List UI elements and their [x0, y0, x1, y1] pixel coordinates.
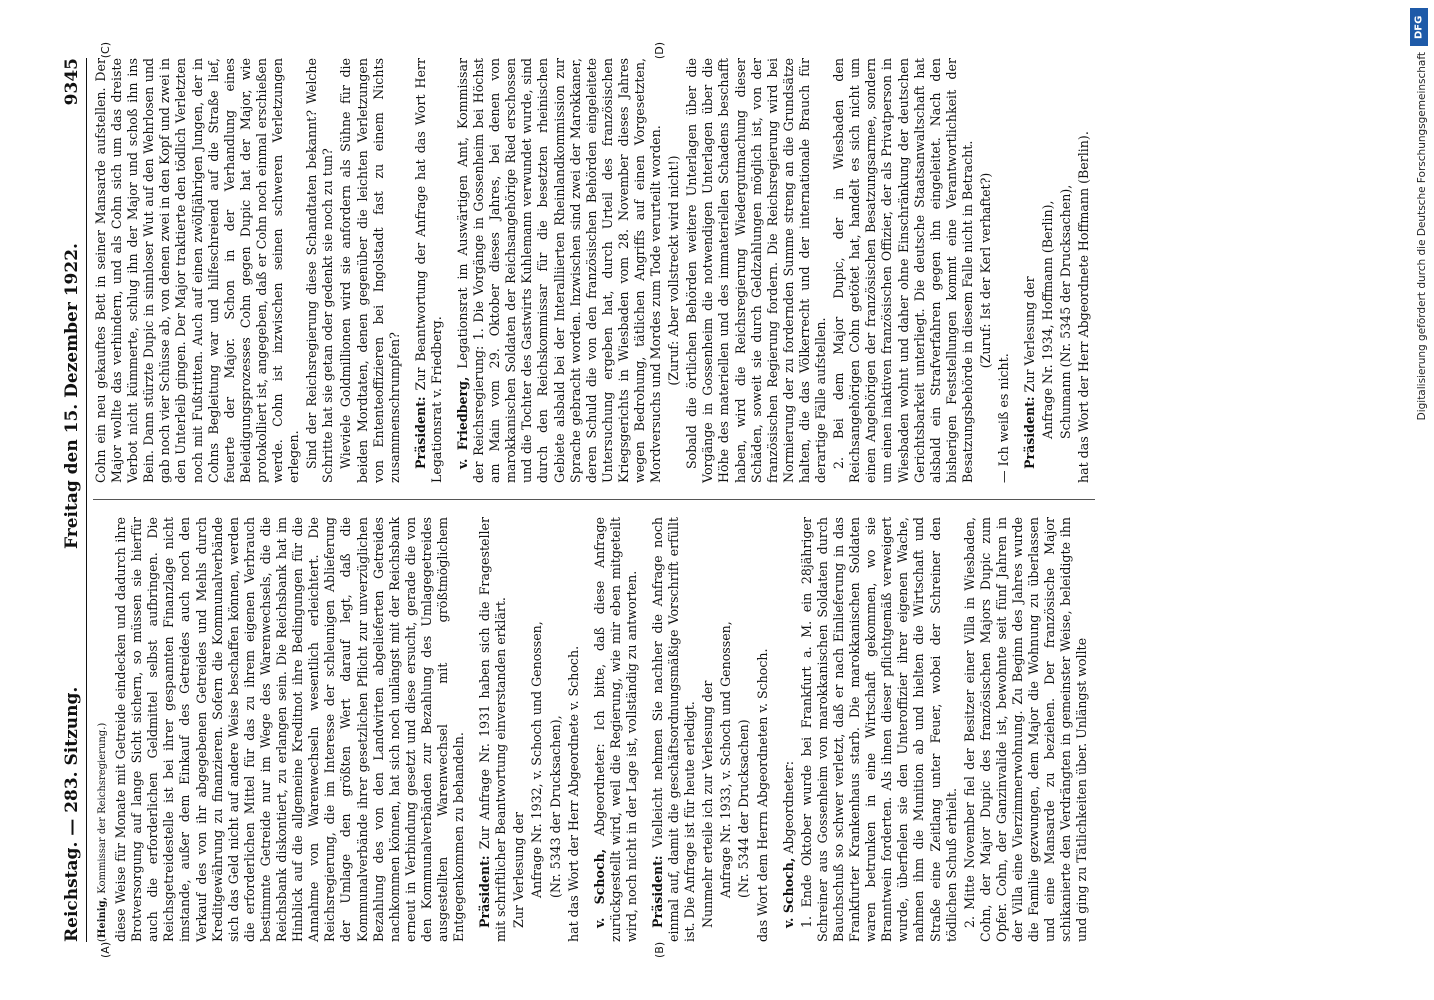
speaker-name: Heinig,: [97, 896, 108, 939]
dfg-logo: DFG: [1410, 8, 1428, 46]
inquiry-line: Anfrage Nr. 1934, Hoffmann (Berlin),: [1040, 200, 1056, 439]
speaker-name: Präsident:: [650, 855, 665, 928]
paragraph: Cohn ein neu gekauftes Bett in seiner Mansarde aufstellen. Der Major wollte das verhindern, und als Cohn sich um das dreiste Verbot nicht kümmerte, schlug ihn der Major und schoß ihn ins Bein. Dann stürzte Dupic in sinnloser Wut auf den Wehrlosen und gab noch vier Schüsse ab, von denen zwei in den Kopf und zwei in den Unterleib gingen. Der Major traktierte den tödlich Verletzten noch mit Fußtritten. Auch auf einen zwölfjährigen Jungen, der in Cohns Begleitung war und hilfeschreiend auf die Straße lief, feuerte der Major. Schon in der Verhandlung eines Beleidigungsprozesses Cohn gegen Dupic hat der Major, wie protokolliert ist, angegeben, daß er Cohn noch einmal erschießen werde. Cohn ist inzwischen seinen schweren Verletzungen erlegen.: [93, 58, 302, 483]
text-columns: [93, 42, 1095, 958]
paragraph: das Wort dem Herrn Abgeordneten v. Schoch.: [754, 648, 770, 942]
paragraph: 2. Mitte November fiel der Besitzer einer Villa in Wiesbaden, Cohn, der Major Dupic des französischen Majors Dupic zum Opfer. Cohn, der Ganzinvalide ist, bewohnte seit fünf Jahren in der Villa eine Vierzimmerwohnung. Zu Beginn des Jahres wurde die Familie gezwungen, dem Major die Wohnung zu überlassen und eine Mansarde zu beziehen. Der französische Major schikanierte den Verdrängten in gemeinster Weise, beleidigte ihn und ging zu Tätlichkeiten über. Unlängst wollte: [961, 517, 1090, 942]
page-header: [62, 58, 87, 942]
speaker-name: v. Friedberg,: [454, 376, 470, 469]
paragraph: Präsident: Zur Anfrage Nr. 1931 haben sich die Fragesteller mit schriftlicher Beantwortung einverstanden erklärt.: [477, 517, 509, 942]
speaker-name: Präsident:: [412, 396, 428, 469]
inquiry-line: (Nr. 5344 der Drucksachen): [736, 719, 752, 898]
paragraph: v. Friedberg, Legationsrat im Auswärtigen Amt, Kommissar der Reichsregierung: 1. Die Vorgänge in Gossenheim bei Höchst am Main vom 29. Oktober dieses Jahres, bei denen von marokkanischen Soldaten der Reichsangehörige Ried erschossen und die Tochter des Gastwirts Kuhlemann verwundet wurde, sind durch den Reichskommissar für die besetzten rheinischen Gebiete alsbald bei der Interalliierten Rheinlandkommission zur Sprache gebracht worden. Inzwischen sind zwei der Marokkaner, deren Schuld die von den französischen Behörden eingeleitete Untersuchung ergeben hat, durch Urteil des französischen Kriegsgerichts in Wiesbaden vom 28. November dieses Jahres wegen Bedrohung, tätlichen Angriffs auf einen Vorgesetzten, Mordversuchs und Mordes zum Tode verurteilt worden.: [454, 57, 664, 483]
inquiry-line: Anfrage Nr. 1933, v. Schoch und Genossen,: [718, 621, 734, 898]
interjection: (Zuruf: Ist der Kerl verhaftet?): [977, 172, 993, 369]
paragraph: Nunmehr erteile ich zur Verlesung der: [700, 680, 716, 928]
speaker-name: Präsident:: [1022, 396, 1038, 469]
left-column: [93, 517, 1095, 942]
scanned-page: [52, 40, 1382, 960]
paragraph: Sind der Reichsregierung diese Schandtaten bekannt? Welche Schritte hat sie getan oder gedenkt sie noch zu tun?: [304, 58, 336, 483]
paragraph: — Ich weiß es nicht.: [996, 353, 1012, 483]
paragraph: Präsident: Zur Verlesung der: [1022, 276, 1038, 469]
header-left: Reichstag. — 283. Sitzung.: [62, 686, 82, 942]
credit-strip: [1404, 0, 1432, 1000]
paragraph: (Heinig, Kommissar der Reichsregierung.): [97, 722, 108, 942]
paragraph: hat das Wort der Herr Abgeordnete Hoffmann (Berlin).: [1076, 131, 1092, 483]
credit-text: Digitalisierung gefördert durch die Deutsche Forschungsgemeinschaft: [1416, 52, 1428, 421]
margin-marker-a: (A): [99, 941, 112, 958]
paragraph: diese Weise für Monate mit Getreide eindecken und dadurch ihre Brotversorgung auf lange Sicht sichern, so müssen sie hierfür auch die erforderlichen Geldmittel selbst aufbringen. Die Reichsgetreidestelle ist bei ihrer gespannten Finanzlage nicht imstande, außer dem Einkauf des Getreides auch noch den Verkauf des von ihr abgegebenen Getreides und Mehls durch Kreditgewährung zu finanzieren. Sofern die Kommunalverbände sich das Geld nicht auf andere Weise beschaffen können, werden die erforderlichen Mittel für das zu ihrem eigenen Verbrauch bestimmte Getreide nur im Wege des Warenwechsels, die die Reichsbank diskontiert, zu erlangen sein. Die Reichsbank hat im Hinblick auf die allgemeine Kreditnot ihre Bedingungen für die Annahme von Warenwechseln wesentlich erleichtert. Die Reichsregierung, die im Interesse der schleunigen Ablieferung der Umlage den größten Wert darauf legt, daß die Kommunalverbände ihrer gesetzlichen Pflicht zur unverzüglichen Bezahlung des von den Landwirten abgelieferten Getreides nachkommen können, hat sich noch unlängst mit der Reichsbank erneut in Verbindung gesetzt und diese ersucht, gerade die von den Kommunalverbänden zur Bezahlung des Umlagegetreides ausgestellten Warenwechsel mit größtmöglichem Entgegenkommen zu behandeln.: [113, 517, 467, 942]
page-number: 9345: [62, 58, 82, 106]
inquiry-line: Anfrage Nr. 1932, v. Schoch und Genossen,: [529, 621, 545, 898]
inquiry-line: (Nr. 5343 der Drucksachen),: [547, 715, 563, 898]
inquiry-line: Schumann (Nr. 5345 der Drucksachen),: [1058, 184, 1074, 439]
margin-marker-c: (C): [99, 42, 112, 59]
paragraph: v. Schoch, Abgeordneter: Ich bitte, daß diese Anfrage zurückgestellt wird, weil die Regierung, wie mir eben mitgeteilt wird, noch nicht in der Lage ist, vollständig zu antworten.: [591, 517, 639, 942]
margin-marker-d: (D): [653, 42, 666, 60]
paragraph: 2. Bei dem Major Dupic, der in Wiesbaden den Reichsangehörigen Cohn getötet hat, handelt es sich nicht um einen Angehörigen der französischen Besatzungsarmee, sondern um einen inaktiven französischen Offizier, der als Privatperson in Wiesbaden wohnt und daher ohne Einschränkung der deutschen Gerichtsbarkeit unterliegt. Die deutsche Staatsanwaltschaft hat alsbald ein Strafverfahren gegen ihn eingeleitet. Nach den bisherigen Feststellungen kommt eine Verantwortlichkeit der Besatzungsbehörde in diesem Falle nicht in Betracht.: [831, 58, 975, 483]
speaker-name: v. Schoch,: [780, 857, 796, 928]
paragraph: Wieviele Goldmillionen wird sie anfordern als Sühne für die beiden Mordtaten, denen gegenüber die leichten Verletzungen von Ententeoffizieren bei Ingolstadt fast zu einem Nichts zusammenschrumpfen?: [338, 58, 402, 483]
column-divider: [93, 499, 1095, 500]
interjection: (Zuruf: Aber vollstreckt wird nicht!): [666, 155, 682, 386]
header-date: Freitag den 15. Dezember 1922.: [62, 243, 82, 550]
paragraph: Präsident: Vielleicht nehmen Sie nachher die Anfrage noch einmal auf, damit die geschäftsordnungsmäßige Vorschrift erfüllt ist. Die Anfrage ist für heute erledigt.: [650, 517, 698, 942]
margin-marker-b: (B): [653, 941, 666, 958]
speaker-name: Präsident:: [477, 855, 493, 928]
paragraph: v. Schoch, Abgeordneter:: [780, 760, 796, 928]
right-column: [93, 58, 1095, 483]
paragraph: hat das Wort der Herr Abgeordnete v. Schoch.: [565, 645, 581, 942]
speaker-name: v. Schoch,: [591, 848, 607, 928]
paragraph: Präsident: Zur Beantwortung der Anfrage hat das Wort Herr Legationsrat v. Friedberg.: [412, 58, 444, 483]
paragraph: Zur Verlesung der: [511, 811, 527, 928]
paragraph: 1. Ende Oktober wurde bei Frankfurt a. M. ein 28jähriger Schreiner aus Gossenheim von marokkanischen Soldaten durch Bauchschuß so schwer verletzt, daß er nach Einlieferung in das Frankfurter Krankenhaus starb. Die marokkanischen Soldaten waren betrunken in eine Wirtschaft gekommen, wo sie Branntwein forderten. Als ihnen dieser pflichtgemäß verweigert wurde, überfielen sie den Unteroffizier ihrer eigenen Wache, nahmen ihm die Munition ab und hielten die Wirtschaft und Straße eine Zeitlang unter Feuer, wobei der Schreiner den tödlichen Schuß erhielt.: [798, 517, 959, 942]
paragraph: Sobald die örtlichen Behörden weitere Unterlagen über die Vorgänge in Gossenheim die notwendigen Unterlagen über die Höhe des materiellen und des immateriellen Schadens beschafft haben, wird die Reichsregierung Wiedergutmachung dieser Schäden, soweit sie durch Geldzahlungen möglich ist, von der französischen Regierung fordern. Die Reichsregierung wird bei Normierung der zu fordernden Summe streng an die Grundsätze halten, die das Völkerrecht und der internationale Brauch für derartige Fälle aufstellen.: [684, 58, 829, 483]
